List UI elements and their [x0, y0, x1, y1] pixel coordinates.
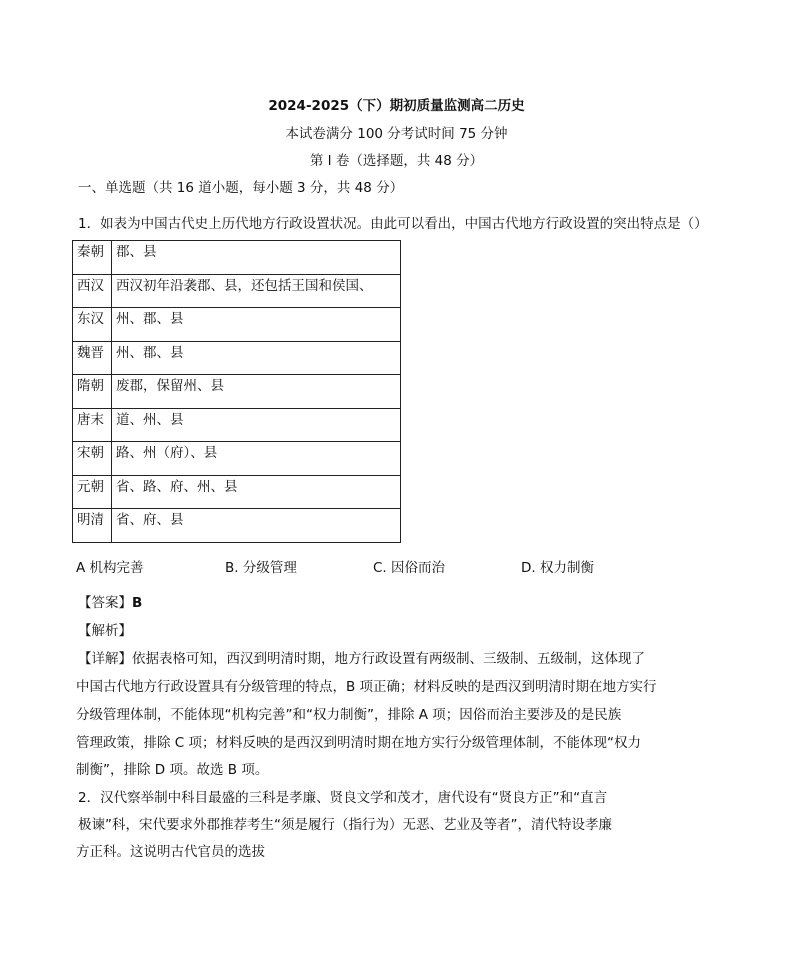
- table-row: [73, 475, 401, 509]
- question-2-line-1: 2．汉代察举制中科目最盛的三科是孝廉、贤良文学和茂才，唐代设有“贤良方正”和“直言: [78, 790, 608, 806]
- question-2-line-3: 方正科。这说明古代官员的选拔: [76, 844, 265, 860]
- table-row: [73, 375, 401, 409]
- option-c: C. 因俗而治: [373, 560, 446, 576]
- answer-value: B: [132, 595, 143, 611]
- question-1-options: [0, 558, 793, 578]
- question-1-stem: 1．如表为中国古代史上历代地方行政设置状况。由此可以看出，中国古代地方行政设置的突出特点是（）: [78, 216, 708, 232]
- dynasty-cell: 隋朝: [73, 375, 112, 409]
- detail-line-3: 分级管理体制，不能体现“机构完善”和“权力制衡”，排除 A 项；因俗而治主要涉及的是民族: [76, 707, 622, 723]
- table-row: [73, 341, 401, 375]
- system-cell: 省、府、县: [112, 509, 401, 543]
- table-row: [73, 274, 401, 308]
- analysis-tag: 【解析】: [78, 623, 132, 639]
- option-b: B. 分级管理: [225, 560, 297, 576]
- dynasty-cell: 秦朝: [73, 241, 112, 275]
- detail-line-2: 中国古代地方行政设置具有分级管理的特点，B 项正确；材料反映的是西汉到明清时期在地方实行: [76, 679, 657, 695]
- answer-tag: 【答案】: [78, 595, 132, 611]
- detail-line-1: 【详解】依据表格可知，西汉到明清时期，地方行政设置有两级制、三级制、五级制，这体现了: [78, 651, 645, 667]
- exam-part-heading: 第 I 卷（选择题，共 48 分）: [309, 153, 484, 169]
- dynasty-cell: 唐末: [73, 408, 112, 442]
- table-row: [73, 509, 401, 543]
- system-cell: 路、州（府）、县: [112, 442, 401, 476]
- option-a: A 机构完善: [76, 560, 144, 576]
- answer-line: [78, 593, 142, 613]
- detail-tag: 【详解】: [78, 651, 132, 667]
- dynasty-cell: 东汉: [73, 308, 112, 342]
- exam-subtitle: 本试卷满分 100 分考试时间 75 分钟: [285, 126, 508, 142]
- exam-title: 2024-2025（下）期初质量监测高二历史: [268, 98, 525, 114]
- table-row: [73, 408, 401, 442]
- table-row: [73, 442, 401, 476]
- option-d: D. 权力制衡: [521, 560, 594, 576]
- table-row: [73, 241, 401, 275]
- dynasty-cell: 元朝: [73, 475, 112, 509]
- dynasty-cell: 西汉: [73, 274, 112, 308]
- system-cell: 道、州、县: [112, 408, 401, 442]
- dynasty-cell: 明清: [73, 509, 112, 543]
- dynasty-cell: 魏晋: [73, 341, 112, 375]
- section-heading: 一、单选题（共 16 道小题，每小题 3 分，共 48 分）: [78, 180, 404, 196]
- system-cell: 州、郡、县: [112, 308, 401, 342]
- system-cell: 郡、县: [112, 241, 401, 275]
- detail-line-5: 制衡”，排除 D 项。故选 B 项。: [76, 762, 269, 778]
- question-2-line-2: 极谏”科，宋代要求外郡推荐考生“须是履行（指行为）无恶、艺业及等者”，清代特设孝廉: [78, 817, 612, 833]
- admin-divisions-table: [72, 240, 401, 543]
- table-row: [73, 308, 401, 342]
- system-cell: 西汉初年沿袭郡、县，还包括王国和侯国、: [112, 274, 401, 308]
- detail-line-4: 管理政策，排除 C 项；材料反映的是西汉到明清时期在地方实行分级管理体制，不能体现“权力: [76, 735, 642, 751]
- system-cell: 省、路、府、州、县: [112, 475, 401, 509]
- system-cell: 废郡，保留州、县: [112, 375, 401, 409]
- dynasty-cell: 宋朝: [73, 442, 112, 476]
- system-cell: 州、郡、县: [112, 341, 401, 375]
